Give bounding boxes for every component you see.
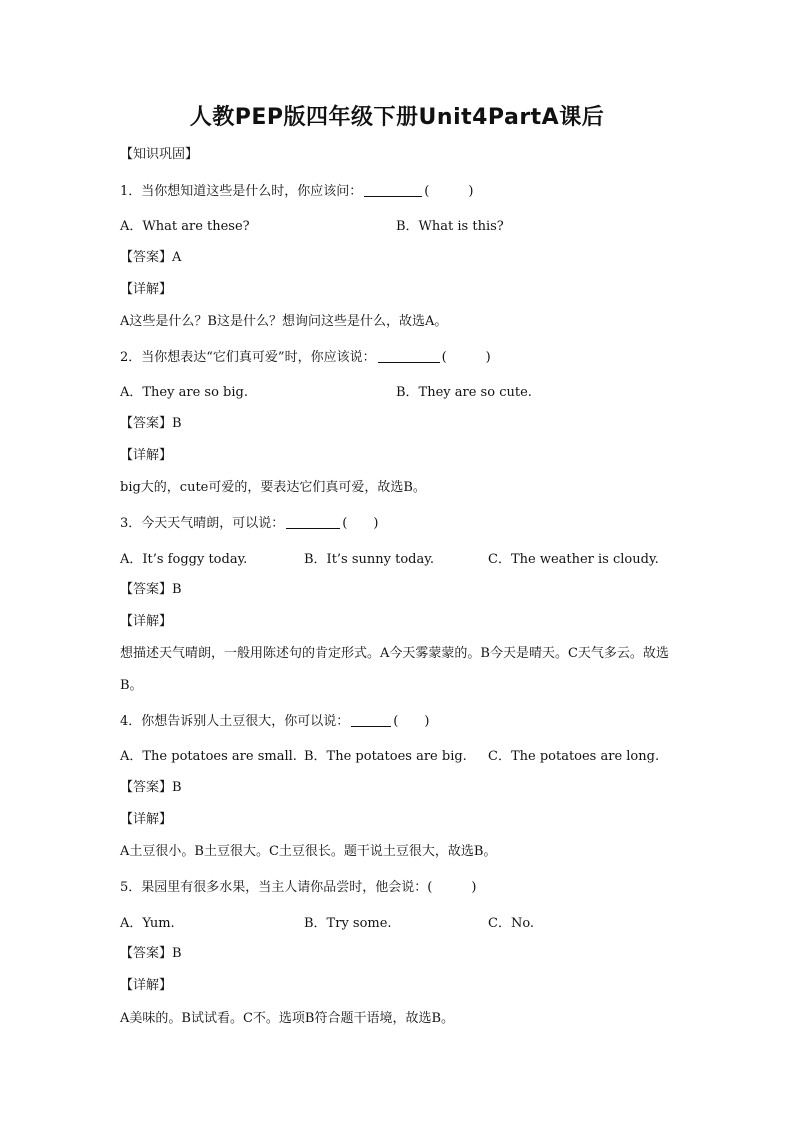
question-2-stem <box>120 348 491 368</box>
option-a: A．They are so big. <box>120 385 248 400</box>
explanation-label: 【详解】 <box>120 812 173 827</box>
answer-label: 【答案】 <box>120 416 173 431</box>
answer-value: B <box>172 780 182 795</box>
answer-blank <box>286 514 340 529</box>
question-stem-text: 2．当你想表达“它们真可爱”时，你应该说： <box>120 350 376 365</box>
explanation-text: 想描述天气晴朗，一般用陈述句的肯定形式。A今天雾蒙蒙的。B今天是晴天。C天气多云。故选B。 <box>120 646 669 693</box>
option-a: A．Yum. <box>120 916 175 931</box>
page-title: 人教PEP版四年级下册Unit4PartA课后 <box>189 105 605 130</box>
answer-parens: ( ) <box>441 350 491 365</box>
answer-blank <box>378 348 440 363</box>
answer-label: 【答案】 <box>120 582 173 597</box>
answer-parens: ( ) <box>393 714 430 729</box>
answer-value: B <box>172 946 182 961</box>
answer-label: 【答案】 <box>120 780 173 795</box>
question-stem-text: 1．当你想知道这些是什么时，你应该问： <box>120 184 363 199</box>
option-c: C．No. <box>488 916 535 931</box>
question-4-stem <box>120 712 429 732</box>
question-stem-text: 5．果园里有很多水果，当主人请你品尝时，他会说： <box>120 880 428 895</box>
option-a: A．The potatoes are small. <box>120 749 297 764</box>
answer-value: A <box>172 250 182 265</box>
explanation-label: 【详解】 <box>120 978 173 993</box>
answer-value: B <box>172 416 182 431</box>
answer-line <box>120 248 181 268</box>
answer-parens: ( ) <box>342 516 379 531</box>
answer-label: 【答案】 <box>120 946 173 961</box>
explanation-text: A这些是什么？B这是什么？想询问这些是什么，故选A。 <box>120 314 448 329</box>
question-stem-text: 3．今天天气晴朗，可以说： <box>120 516 285 531</box>
answer-line <box>120 414 182 434</box>
answer-parens: ( ) <box>427 880 477 895</box>
answer-blank <box>351 712 391 727</box>
question-1-stem <box>120 182 473 202</box>
explanation-label: 【详解】 <box>120 614 173 629</box>
explanation-label: 【详解】 <box>120 282 173 297</box>
answer-line <box>120 944 182 964</box>
option-b: B．It’s sunny today. <box>304 552 434 567</box>
question-stem-text: 4．你想告诉别人土豆很大，你可以说： <box>120 714 350 729</box>
explanation-text: big大的，cute可爱的，要表达它们真可爱，故选B。 <box>120 480 426 495</box>
option-b: B．They are so cute. <box>396 385 532 400</box>
option-c: C．The potatoes are long. <box>488 749 660 764</box>
option-b: B．The potatoes are big. <box>304 749 467 764</box>
option-a: A．It’s foggy today. <box>120 552 248 567</box>
option-c: C．The weather is cloudy. <box>488 552 659 567</box>
option-b: B．What is this? <box>396 219 504 234</box>
question-3-stem <box>120 514 378 534</box>
explanation-label: 【详解】 <box>120 448 173 463</box>
option-b: B．Try some. <box>304 916 392 931</box>
answer-line <box>120 580 182 600</box>
option-a: A．What are these? <box>120 219 250 234</box>
answer-line <box>120 778 182 798</box>
question-5-stem <box>120 878 476 898</box>
section-header: 【知识巩固】 <box>120 147 199 162</box>
explanation-text: A土豆很小。B土豆很大。C土豆很长。题干说土豆很大，故选B。 <box>120 844 497 859</box>
answer-blank <box>364 182 422 197</box>
answer-label: 【答案】 <box>120 250 173 265</box>
answer-value: B <box>172 582 182 597</box>
explanation-text: A美味的。B试试看。C不。选项B符合题干语境，故选B。 <box>120 1011 454 1026</box>
answer-parens: ( ) <box>424 184 474 199</box>
